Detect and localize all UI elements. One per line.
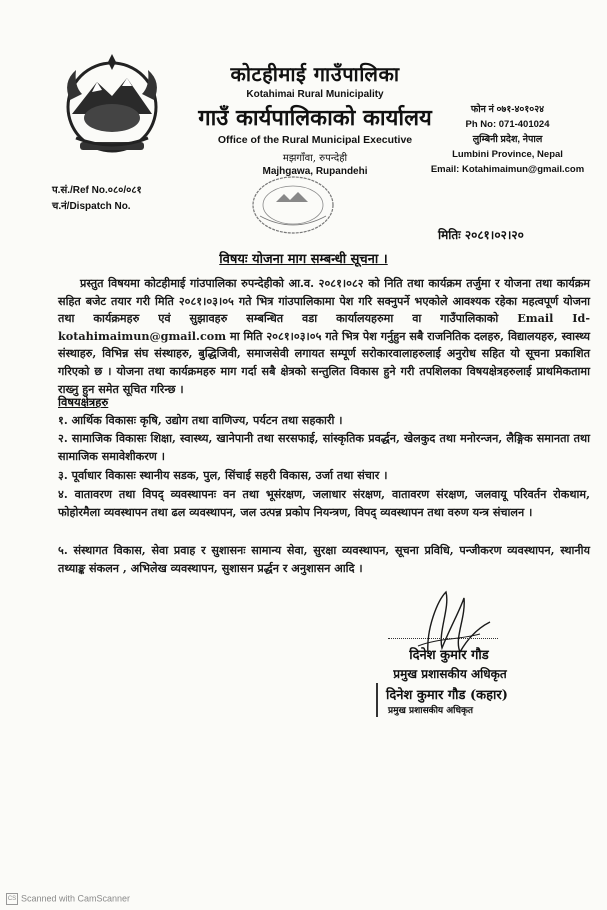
area-head: ४. वातावरण तथा विपद् व्यवस्थापनः	[58, 487, 217, 501]
office-name-en: Office of the Rural Municipal Executive	[217, 134, 413, 146]
signatory-title: प्रमुख प्रशासकीय अधिकृत	[393, 667, 507, 681]
area-head: ५. संस्थागत विकास, सेवा प्रवाह र सुशासनः	[58, 543, 246, 557]
area-text: सामान्य सेवा, सुरक्षा व्यवस्थापन, सूचना प्रविधि, पन्जीकरण व्यवस्थापन, स्थानीय तथ्याङ्क संकलन , अभिलेख व्यवस्थापन, सुशासन प्रर्द्धन र अनुशासन आदि ।	[58, 543, 591, 575]
address-en: Majhgawa, Rupandehi	[262, 166, 368, 177]
area-item-3	[58, 467, 590, 485]
area-text: कृषि, उद्योग तथा वाणिज्य, पर्यटन तथा सहकारी ।	[136, 413, 343, 427]
area-head: १. आर्थिक विकासः	[58, 413, 137, 427]
email: Email: Kotahimaimun@gmail.com	[430, 164, 585, 175]
municipality-name-np: कोटहीमाई गाउँपालिका	[230, 62, 400, 86]
area-text: स्थानीय सडक, पुल, सिंचाई सहरी विकास, उर्जा तथा संचार ।	[135, 468, 388, 482]
scanner-note: Scanned with CamScanner	[21, 893, 131, 904]
area-text: वन तथा भूसंरक्षण, जलाधार संरक्षण, वातावरण संरक्षण, जलवायू परिवर्तन रोकथाम, फोहोरमैला व्यवस्थापन तथा ढल व्यवस्थापन, जल उत्पन्न प्रकोप नियन्त्रण, विपद् व्यवस्थापन तथा वरुण यन्त्र संचालन ।	[58, 487, 590, 519]
areas-heading: विषयक्षेत्रहरु	[58, 395, 109, 409]
office-name-np: गाउँ कार्यपालिकाको कार्यालय	[198, 105, 432, 131]
nepal-emblem-icon	[52, 52, 172, 162]
phone-en: Ph No: 071-401024	[465, 119, 550, 130]
stamp-name: दिनेश कुमार गौड (कहार)	[386, 688, 508, 703]
letter-date: मितिः २०८१।०२।२०	[438, 228, 524, 242]
province-np: लुम्बिनी प्रदेश, नेपाल	[472, 134, 543, 145]
area-item-2	[58, 430, 590, 465]
address-np: मझगाँवा, रुपन्देही	[282, 153, 348, 164]
notice-body: प्रस्तुत विषयमा कोटहीमाई गांउपालिका रुपन्देहीको आ.व. २०८१।०८२ को निति तथा कार्यक्रम तर्जुमा र योजना तथा कार्यक्रम सहित बजेट तयार गरी मिति २०८१।०३।०५ गते भित्र गांउपालिकामा पेश गरि सक्नुपर्ने भएकोले आवश्यक रहेका महत्वपूर्ण योजना तथा कार्यक्रमहरु एवं सुझावहरु सम्बन्धित वडा कार्यालयहरुमा वा गाउँपालिकाको Email Id-kotahimaimun@gmail.com मा मिति २०८१।०३।०५ गते भित्र पेश गर्नुहुन सबै राजनितिक दलहरु, विद्यालयहरु, स्वास्थ्य संस्थाहरु, विभिन्न संघ संस्थाहरु, बुद्धिजिवी, समाजसेवी लगायत सम्पूर्ण सरोकारवालाहरुलाई अनुरोध सहित यो सूचना प्रकाशित गरिएको छ । योजना तथा कार्यक्रमहरु माग गर्दा सबै क्षेत्रको सन्तुलित विकास हुने गरी तपशिलका विषयक्षेत्रहरुलाई प्राथमिकतामा राख्नु हुन समेत सूचित गरिन्छ ।	[58, 276, 590, 396]
province-en: Lumbini Province, Nepal	[452, 149, 563, 160]
ref-no: प.सं./Ref No.०८०/०८१	[52, 185, 142, 196]
area-head: ३. पूर्वाधार विकासः	[58, 468, 136, 482]
municipality-name-en: Kotahimai Rural Municipality	[246, 89, 384, 100]
letterhead	[190, 60, 440, 177]
contact-block	[420, 102, 595, 177]
subject-text: विषयः योजना माग सम्बन्धी सूचना ।	[219, 252, 388, 267]
area-item-4	[58, 486, 590, 521]
area-head: २. सामाजिक विकासः	[58, 431, 147, 445]
dispatch-no: च.नं/Dispatch No.	[52, 201, 131, 212]
stamp-title: प्रमुख प्रशासकीय अधिकृत	[388, 706, 474, 716]
scanner-watermark	[6, 893, 130, 905]
area-item-5	[58, 542, 590, 577]
phone-np: फोन नं ०७१-४०१०२४	[470, 104, 545, 115]
subject-line	[0, 249, 607, 267]
signature-line	[388, 638, 498, 639]
camscanner-logo-icon: CS	[6, 893, 18, 905]
area-text: शिक्षा, स्वास्थ्य, खानेपानी तथा सरसफाई, सांस्कृतिक प्रवर्द्धन, खेलकुद तथा मनोरन्जन, लैङ्गिक समानता तथा सामाजिक समावेशीकरण ।	[58, 431, 590, 463]
area-item-1	[58, 412, 590, 430]
office-seal	[248, 172, 338, 238]
reference-block	[52, 183, 142, 215]
signatory-name: दिनेश कुमार गौड	[409, 648, 489, 663]
